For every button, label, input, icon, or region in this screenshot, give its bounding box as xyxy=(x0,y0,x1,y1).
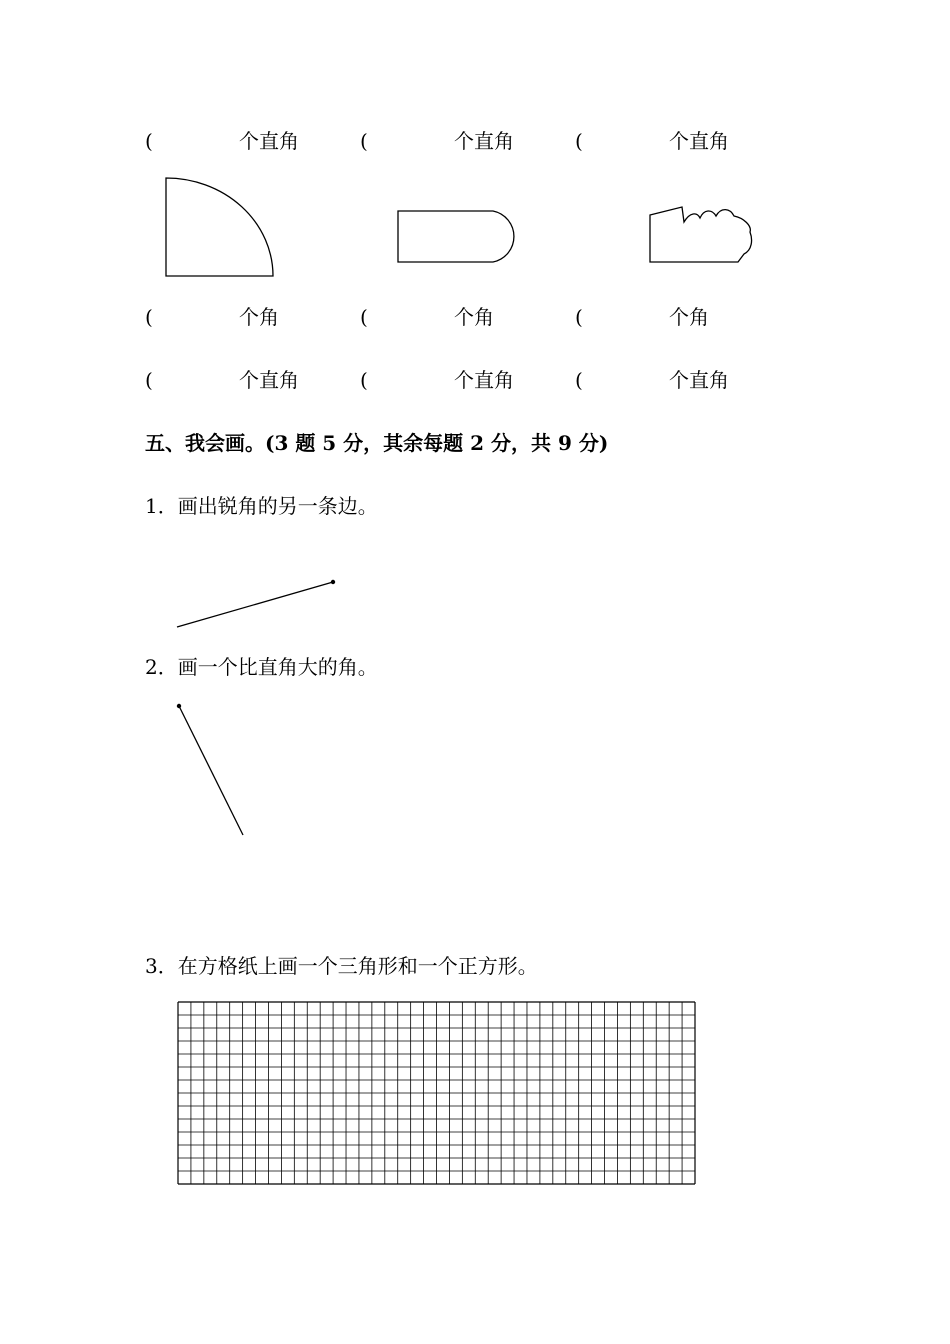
blank-label: 个直角 xyxy=(454,129,514,153)
blank-label: 个角 xyxy=(454,305,494,329)
open-paren: ( xyxy=(360,305,368,329)
open-paren: ( xyxy=(145,129,153,153)
blank-label: 个角 xyxy=(239,305,279,329)
blank-label: 个角 xyxy=(669,305,709,329)
blank-label: 个直角 xyxy=(669,129,729,153)
blank-label: 个直角 xyxy=(239,129,299,153)
blank-label: 个直角 xyxy=(239,368,299,392)
section-heading: 五、我会画。(3 题 5 分，其余每题 2 分，共 9 分) xyxy=(145,431,609,455)
open-paren: ( xyxy=(145,368,153,392)
open-paren: ( xyxy=(575,305,583,329)
open-paren: ( xyxy=(360,129,368,153)
open-paren: ( xyxy=(145,305,153,329)
blank-label: 个直角 xyxy=(669,368,729,392)
open-paren: ( xyxy=(360,368,368,392)
question-2: 2．画一个比直角大的角。 xyxy=(145,655,378,679)
open-paren: ( xyxy=(575,368,583,392)
open-paren: ( xyxy=(575,129,583,153)
blank-label: 个直角 xyxy=(454,368,514,392)
question-1: 1．画出锐角的另一条边。 xyxy=(145,494,378,518)
question-3: 3．在方格纸上画一个三角形和一个正方形。 xyxy=(145,954,538,978)
